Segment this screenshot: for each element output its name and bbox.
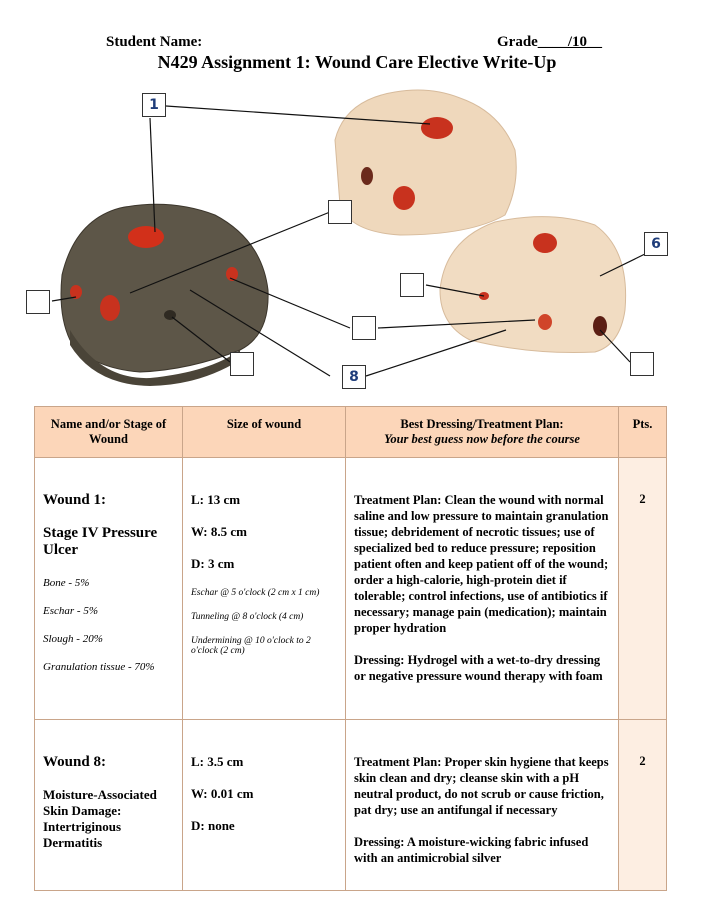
wound-1-light — [421, 117, 453, 139]
wound-1-points: 2 — [619, 458, 667, 720]
label-box-blank-d[interactable] — [352, 316, 376, 340]
wound-8-points: 2 — [619, 720, 667, 891]
size-note: Tunneling @ 8 o'clock (4 cm) — [191, 612, 304, 622]
table-row — [35, 458, 667, 720]
header-points: Pts. — [619, 407, 667, 458]
wound-light-a — [393, 186, 415, 210]
grade-field — [497, 34, 602, 51]
wound-8-size-cell — [183, 720, 346, 891]
wound-6 — [533, 233, 557, 253]
wound-1-plan-cell — [346, 458, 619, 720]
size-note: Undermining @ 10 o'clock to 2 o'clock (2 cm) — [191, 636, 311, 656]
wound-stage: Stage IV Pressure Ulcer — [43, 525, 158, 558]
size-width: W: 8.5 cm — [191, 524, 247, 539]
size-length: L: 3.5 cm — [191, 754, 244, 769]
size-note: Eschar @ 5 o'clock (2 cm x 1 cm) — [191, 588, 320, 598]
grade-label: Grade — [497, 34, 538, 50]
table-row — [35, 720, 667, 891]
dressing-plan: Dressing: A moisture-wicking fabric infused with an antimicrobial silver — [354, 835, 589, 865]
label-box-8[interactable]: 8 — [342, 365, 366, 389]
dressing-plan: Dressing: Hydrogel with a wet-to-dry dressing or negative pressure wound therapy with foam — [354, 653, 603, 683]
wound-1-size-cell — [183, 458, 346, 720]
plan-text — [354, 754, 610, 866]
wound-title: Wound 1: — [43, 492, 106, 508]
size-width: W: 0.01 cm — [191, 786, 254, 801]
wound-stage: Moisture-Associated Skin Damage: Intertriginous Dermatitis — [43, 787, 157, 850]
label-box-blank-c[interactable] — [400, 273, 424, 297]
label-box-blank-f[interactable] — [630, 352, 654, 376]
treatment-plan: Treatment Plan: Proper skin hygiene that keeps skin clean and dry; cleanse skin with a pH neutral product, do not scrub or cause friction, pat dry; use an antifungal if necessary — [354, 755, 609, 817]
label-box-6[interactable]: 6 — [644, 232, 668, 256]
light-model-top — [335, 90, 516, 235]
size-measurements — [191, 492, 337, 572]
tissue-item: Slough - 20% — [43, 633, 103, 645]
table-header-row — [35, 407, 667, 458]
wound-dark-a — [100, 295, 120, 321]
label-box-blank-e[interactable] — [230, 352, 254, 376]
wound-light-c — [538, 314, 552, 330]
dark-model — [61, 204, 268, 372]
header-plan — [346, 407, 619, 458]
wound-model-figure — [0, 80, 714, 400]
wound-dark-b — [70, 285, 82, 299]
wound-table — [34, 406, 667, 891]
size-measurements — [191, 754, 337, 834]
plan-text — [354, 492, 610, 684]
wound-title: Wound 8: — [43, 754, 106, 770]
header-plan-title: Best Dressing/Treatment Plan: — [400, 417, 564, 431]
treatment-plan: Treatment Plan: Clean the wound with normal saline and low pressure to maintain granulation tissue; debridement of necrotic tissues; use of specialized bed to reduce pressure; reposition patient often and keep patient off of the wound; order a high-calorie, high-protein diet if tolerable; control infections, use of antibiotics if necessary; manage pain (medication); maintain proper hydration — [354, 493, 609, 635]
wound-1-dark — [128, 226, 164, 248]
wound-light-d — [593, 316, 607, 336]
wound-models-illustration — [0, 80, 714, 400]
header-size: Size of wound — [183, 407, 346, 458]
header-plan-subtitle: Your best guess now before the course — [384, 432, 580, 446]
label-box-blank-a[interactable] — [328, 200, 352, 224]
tissue-item: Eschar - 5% — [43, 605, 98, 617]
tissue-composition — [43, 577, 174, 673]
wound-1-name-cell — [35, 458, 183, 720]
grade-blank: ____/10__ — [537, 34, 602, 50]
header-name-stage: Name and/or Stage of Wound — [35, 407, 183, 458]
label-box-1[interactable]: 1 — [142, 93, 166, 117]
wound-8-plan-cell — [346, 720, 619, 891]
size-depth: D: none — [191, 818, 235, 833]
label-box-blank-b[interactable] — [26, 290, 50, 314]
student-name-label: Student Name: — [106, 34, 203, 50]
wound-light-b — [361, 167, 373, 185]
size-length: L: 13 cm — [191, 492, 241, 507]
tissue-item: Granulation tissue - 70% — [43, 661, 155, 673]
page-title: N429 Assignment 1: Wound Care Elective Write-Up — [157, 52, 557, 72]
tissue-item: Bone - 5% — [43, 577, 90, 589]
wound-8-name-cell — [35, 720, 183, 891]
size-notes — [191, 588, 337, 656]
size-depth: D: 3 cm — [191, 556, 235, 571]
